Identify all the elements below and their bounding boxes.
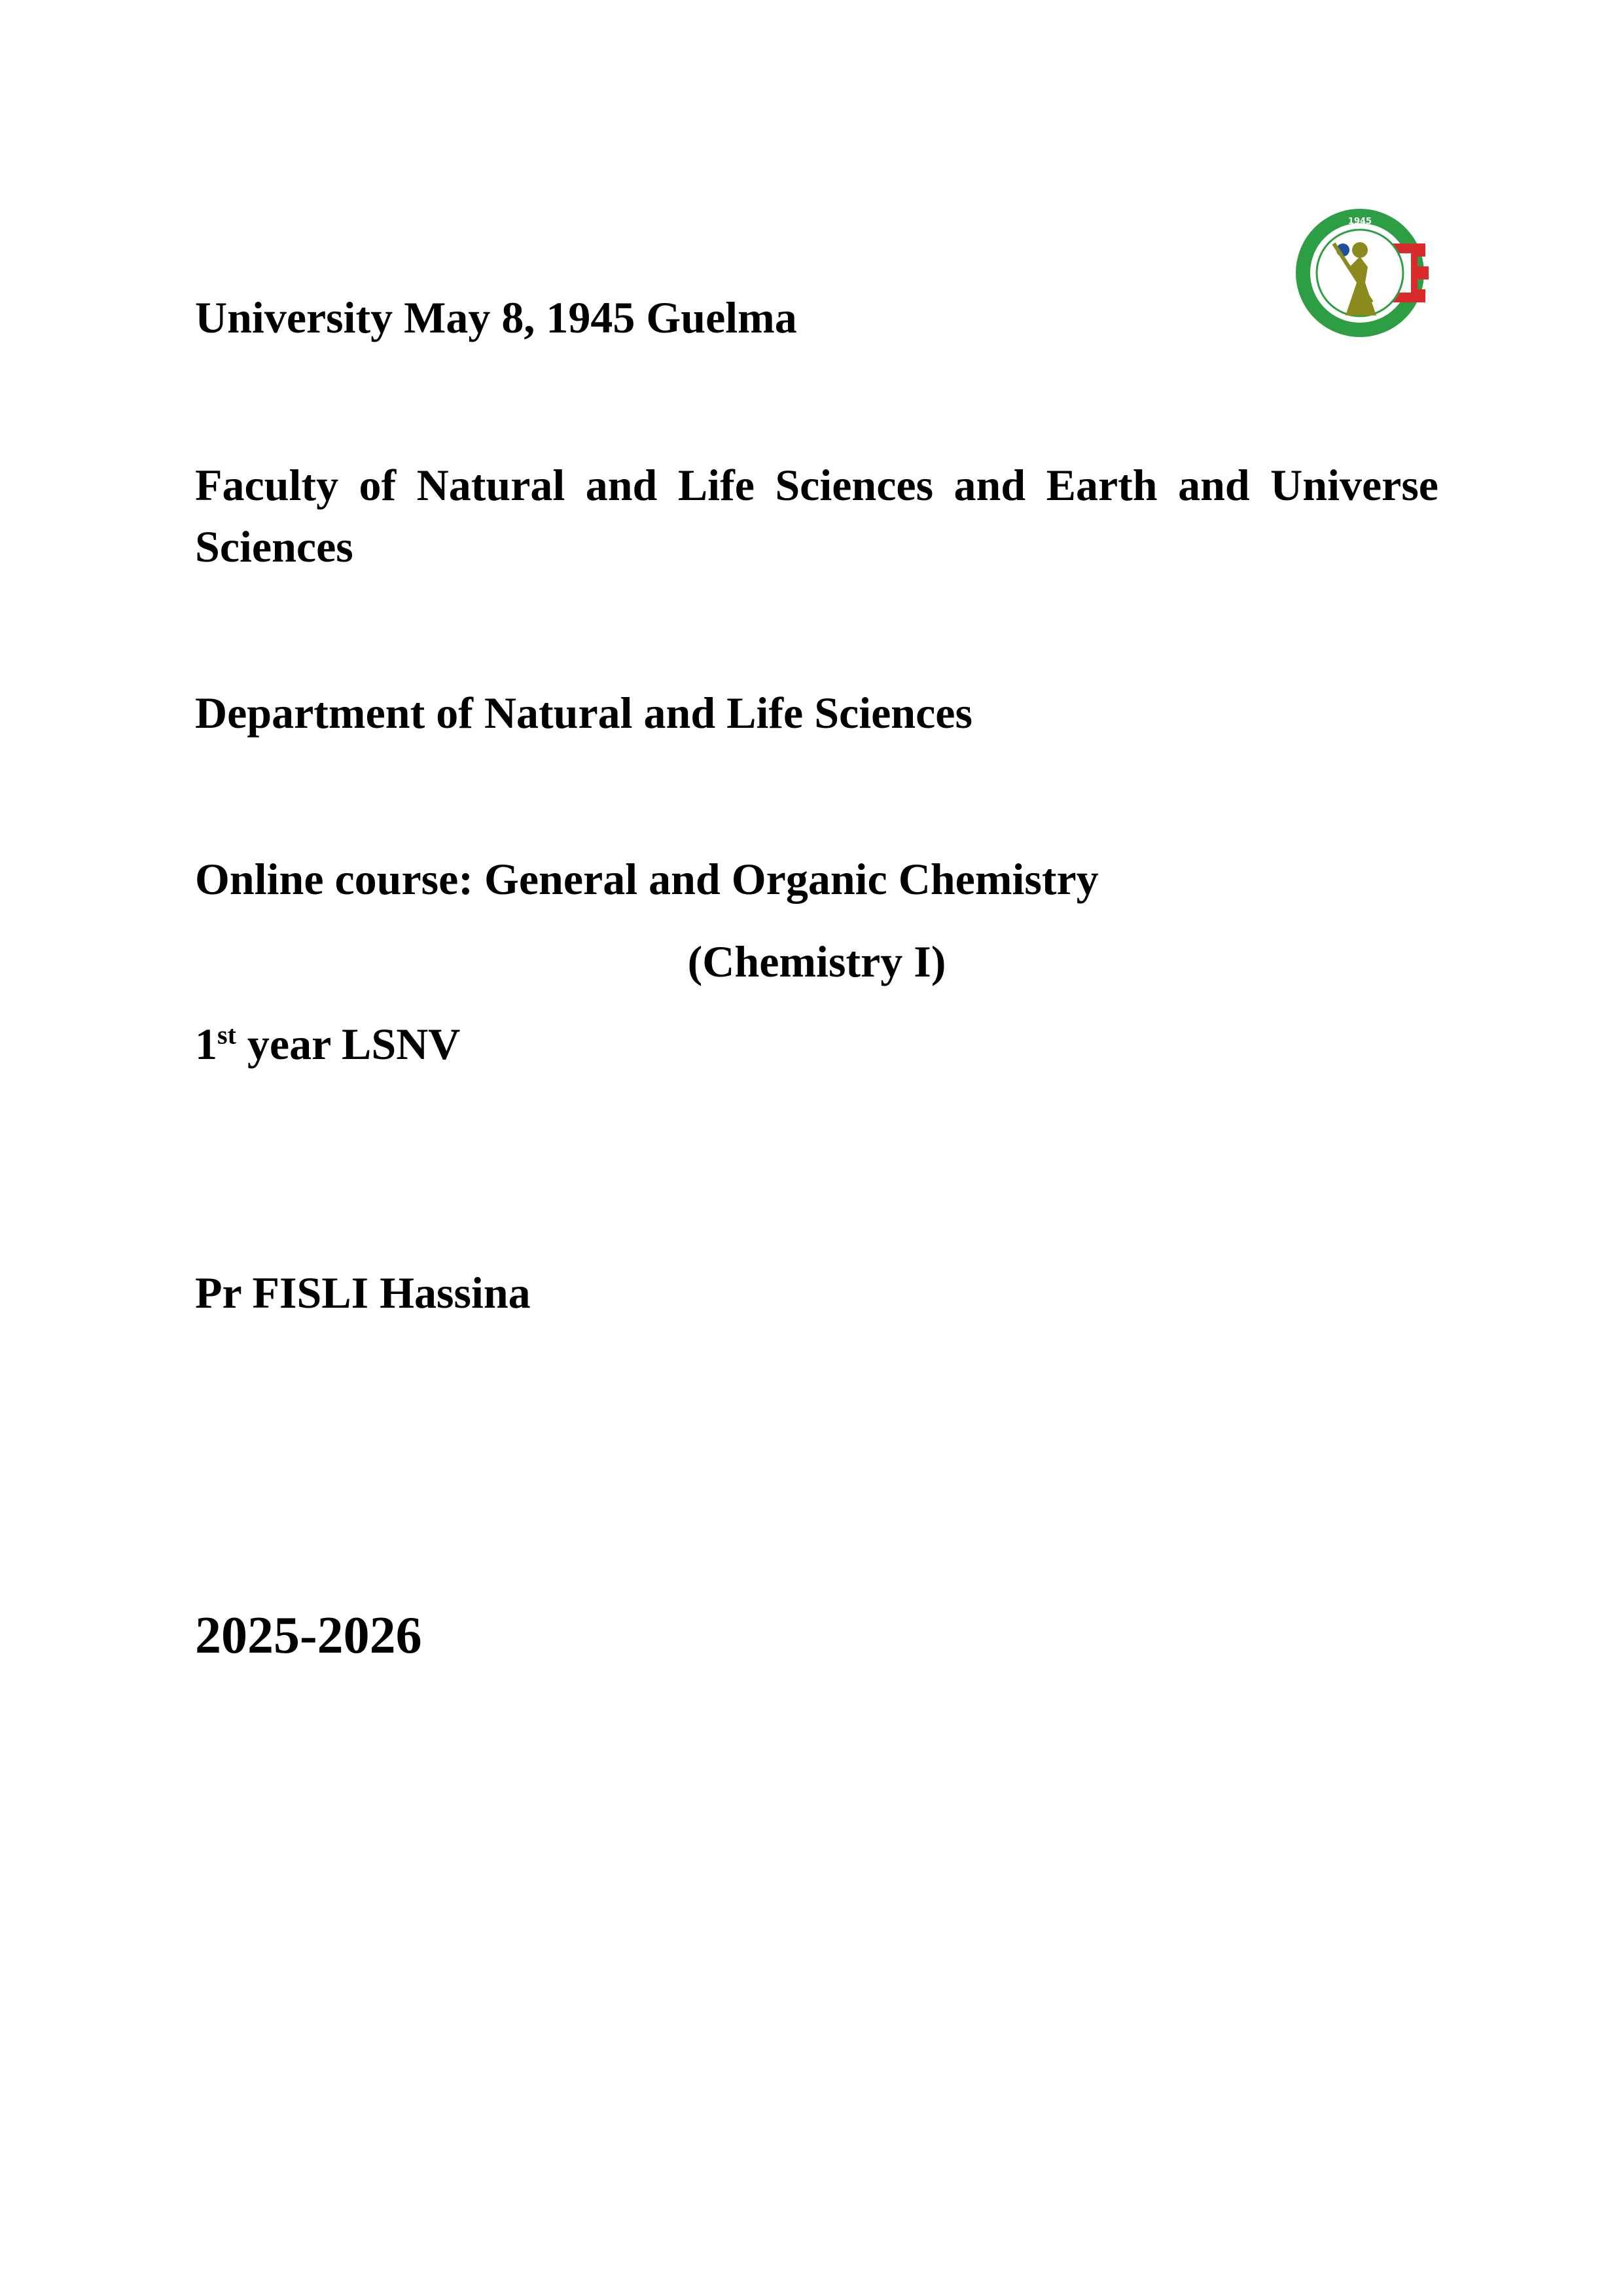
seal-year-text: 1945 — [1347, 217, 1372, 226]
department-name: Department of Natural and Life Sciences — [195, 688, 972, 738]
faculty-name: Faculty of Natural and Life Sciences and Earth and Universe Sciences — [195, 460, 1438, 571]
academic-year: 2025-2026 — [195, 1607, 422, 1664]
author-name: Pr FISLI Hassina — [195, 1268, 531, 1318]
level-number: 1 — [195, 1019, 217, 1069]
university-name: University May 8, 1945 Guelma — [195, 293, 797, 342]
level-suffix: st — [217, 1020, 236, 1050]
course-level — [195, 1013, 1438, 1075]
course-subtitle: (Chemistry I) — [687, 937, 946, 986]
level-rest: year LSNV — [236, 1019, 461, 1069]
course-title: Online course: General and Organic Chemistry — [195, 854, 1099, 904]
